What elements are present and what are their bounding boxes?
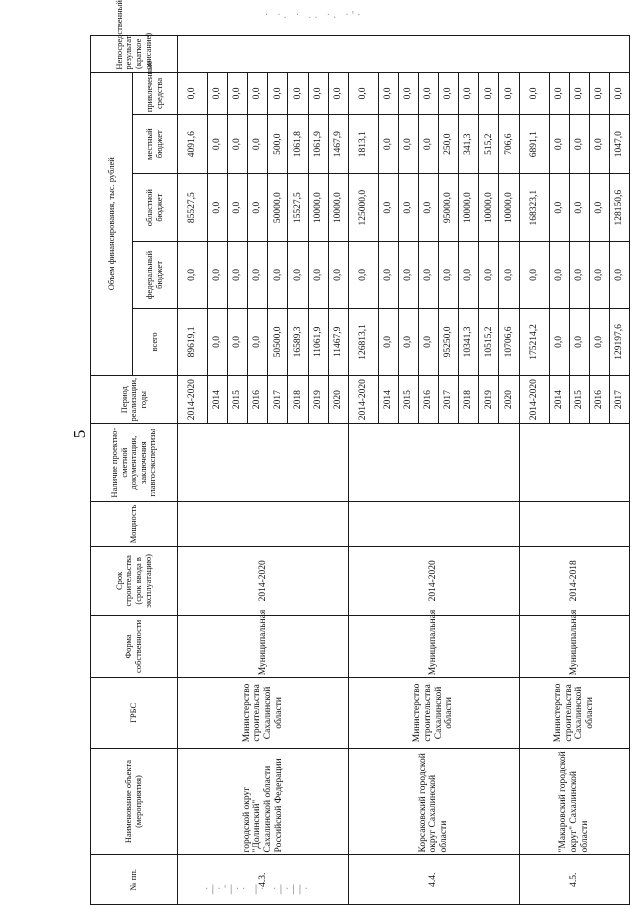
header-local: местный бюджет — [133, 115, 178, 174]
psd-cell — [519, 424, 629, 501]
private-cell: 0,0 — [418, 72, 438, 115]
local-cell: 1061,9 — [308, 115, 328, 174]
total-cell: 89619,1 — [178, 308, 208, 375]
local-cell: 0,0 — [248, 115, 268, 174]
financing-table — [90, 0, 630, 905]
period-cell: 2014 — [208, 375, 228, 424]
federal-cell: 0,0 — [499, 242, 519, 309]
regional-cell: 0,0 — [589, 174, 609, 242]
federal-cell: 0,0 — [178, 242, 208, 309]
header-term: Срок строительства (срок ввода в эксплуатацию) — [91, 547, 178, 616]
header-total: всего — [133, 308, 178, 375]
local-cell: 1047,0 — [609, 115, 629, 174]
regional-cell: 85527,5 — [178, 174, 208, 242]
private-cell: 0,0 — [589, 72, 609, 115]
term-cell: 2014-2020 — [178, 547, 349, 616]
header-grbs: ГРБС — [91, 678, 178, 748]
private-cell: 0,0 — [328, 72, 348, 115]
private-cell: 0,0 — [519, 72, 549, 115]
capacity-cell — [519, 501, 629, 546]
total-cell: 16589,3 — [288, 308, 308, 375]
object-number-cell: 4.5. — [519, 855, 629, 905]
page-number: 5 — [70, 429, 89, 439]
local-cell: 0,0 — [378, 115, 398, 174]
federal-cell: 0,0 — [589, 242, 609, 309]
ownership-cell: Муниципальная — [348, 615, 519, 678]
period-cell: 2017 — [268, 375, 288, 424]
period-cell: 2015 — [569, 375, 589, 424]
federal-cell: 0,0 — [569, 242, 589, 309]
regional-cell: 95000,0 — [439, 174, 459, 242]
private-cell: 0,0 — [479, 72, 499, 115]
federal-cell: 0,0 — [418, 242, 438, 309]
local-cell: 1467,9 — [328, 115, 348, 174]
total-cell: 0,0 — [569, 308, 589, 375]
psd-cell — [178, 424, 349, 501]
regional-cell: 128150,6 — [609, 174, 629, 242]
federal-cell: 0,0 — [479, 242, 499, 309]
federal-cell: 0,0 — [208, 242, 228, 309]
regional-cell: 0,0 — [378, 174, 398, 242]
federal-cell: 0,0 — [378, 242, 398, 309]
object-name-cell: Корсаковский городской округ Сахалинской области — [348, 748, 519, 855]
local-cell: 500,0 — [268, 115, 288, 174]
period-cell: 2018 — [459, 375, 479, 424]
federal-cell: 0,0 — [398, 242, 418, 309]
private-cell: 0,0 — [609, 72, 629, 115]
private-cell: 0,0 — [499, 72, 519, 115]
local-cell: 0,0 — [549, 115, 569, 174]
term-cell: 2014-2020 — [348, 547, 519, 616]
local-cell: 515,2 — [479, 115, 499, 174]
capacity-cell — [178, 501, 349, 546]
local-cell: 4091,6 — [178, 115, 208, 174]
period-cell: 2014-2020 — [348, 375, 378, 424]
federal-cell: 0,0 — [328, 242, 348, 309]
total-cell: 0,0 — [378, 308, 398, 375]
federal-cell: 0,0 — [519, 242, 549, 309]
object-name-cell: "Макаровский городской округ" Сахалинской области — [519, 748, 629, 855]
local-cell: 706,6 — [499, 115, 519, 174]
total-cell: 0,0 — [248, 308, 268, 375]
private-cell: 0,0 — [569, 72, 589, 115]
object-number-cell: 4.3. — [178, 855, 349, 905]
local-cell: 1813,1 — [348, 115, 378, 174]
local-cell: 0,0 — [228, 115, 248, 174]
regional-cell: 10000,0 — [499, 174, 519, 242]
header-federal: федеральный бюджет — [133, 242, 178, 309]
private-cell: 0,0 — [378, 72, 398, 115]
regional-cell: 50000,0 — [268, 174, 288, 242]
period-cell: 2014 — [378, 375, 398, 424]
period-cell: 2016 — [248, 375, 268, 424]
total-cell: 0,0 — [549, 308, 569, 375]
period-cell: 2020 — [499, 375, 519, 424]
local-cell: 0,0 — [418, 115, 438, 174]
regional-cell: 0,0 — [418, 174, 438, 242]
regional-cell: 10000,0 — [459, 174, 479, 242]
regional-cell: 0,0 — [228, 174, 248, 242]
header-financing: Объем финансирования, тыс. рублей — [91, 72, 133, 375]
local-cell: 341,3 — [459, 115, 479, 174]
header-psd: Наличие проектно-сметной документации, заключения главгосэкспертизы — [91, 424, 178, 501]
table-row — [519, 36, 549, 905]
local-cell: 0,0 — [398, 115, 418, 174]
scan-noise-top: · ·. · .. ·. ·'· — [265, 10, 364, 21]
total-cell: 10341,3 — [459, 308, 479, 375]
private-cell: 0,0 — [398, 72, 418, 115]
term-cell: 2014-2018 — [519, 547, 629, 616]
local-cell: 250,0 — [439, 115, 459, 174]
psd-cell — [348, 424, 519, 501]
total-cell: 0,0 — [589, 308, 609, 375]
private-cell: 0,0 — [348, 72, 378, 115]
capacity-cell — [348, 501, 519, 546]
rotated-table-wrapper — [90, 0, 630, 905]
header-private: привлеченные средства — [133, 72, 178, 115]
table-row — [348, 36, 378, 905]
private-cell: 0,0 — [248, 72, 268, 115]
period-cell: 2015 — [398, 375, 418, 424]
regional-cell: 10000,0 — [479, 174, 499, 242]
scan-noise-bottom: ·|·'|·· |· ·|·||· — [205, 884, 311, 895]
period-cell: 2020 — [328, 375, 348, 424]
federal-cell: 0,0 — [609, 242, 629, 309]
regional-cell: 0,0 — [208, 174, 228, 242]
total-cell: 95250,0 — [439, 308, 459, 375]
private-cell: 0,0 — [308, 72, 328, 115]
total-cell: 0,0 — [398, 308, 418, 375]
period-cell: 2016 — [418, 375, 438, 424]
local-cell: 0,0 — [208, 115, 228, 174]
private-cell: 0,0 — [459, 72, 479, 115]
header-name: Наименование объекта (мероприятия) — [91, 748, 178, 855]
regional-cell: 10000,0 — [308, 174, 328, 242]
total-cell: 129197,6 — [609, 308, 629, 375]
table-body — [91, 0, 630, 905]
object-number-cell: 4.4. — [348, 855, 519, 905]
period-cell: 2018 — [288, 375, 308, 424]
federal-cell: 0,0 — [308, 242, 328, 309]
grbs-cell: Министерство строительства Сахалинской области — [348, 678, 519, 748]
total-cell: 11061,9 — [308, 308, 328, 375]
total-cell: 0,0 — [228, 308, 248, 375]
header-row-top — [91, 36, 133, 905]
federal-cell: 0,0 — [268, 242, 288, 309]
total-cell: 126813,1 — [348, 308, 378, 375]
federal-cell: 0,0 — [348, 242, 378, 309]
federal-cell: 0,0 — [549, 242, 569, 309]
private-cell: 0,0 — [178, 72, 208, 115]
regional-cell: 125000,0 — [348, 174, 378, 242]
federal-cell: 0,0 — [288, 242, 308, 309]
total-cell: 0,0 — [418, 308, 438, 375]
federal-cell: 0,0 — [248, 242, 268, 309]
table-row — [178, 36, 208, 905]
period-cell: 2015 — [228, 375, 248, 424]
period-cell: 2019 — [479, 375, 499, 424]
object-name-cell: городской округ "Долинский" Сахалинской области Российской Федерации — [178, 748, 349, 855]
regional-cell: 0,0 — [398, 174, 418, 242]
grbs-cell: Министерство строительства Сахалинской области — [519, 678, 629, 748]
period-cell: 2014 — [549, 375, 569, 424]
local-cell: 1061,8 — [288, 115, 308, 174]
total-cell: 0,0 — [208, 308, 228, 375]
header-ownership: Форма собственности — [91, 615, 178, 678]
regional-cell: 10000,0 — [328, 174, 348, 242]
local-cell: 6891,1 — [519, 115, 549, 174]
header-period: Период реализации, годы — [91, 375, 178, 424]
federal-cell: 0,0 — [439, 242, 459, 309]
private-cell: 0,0 — [439, 72, 459, 115]
regional-cell: 0,0 — [248, 174, 268, 242]
federal-cell: 0,0 — [459, 242, 479, 309]
total-cell: 10515,2 — [479, 308, 499, 375]
private-cell: 0,0 — [228, 72, 248, 115]
period-cell: 2014-2020 — [178, 375, 208, 424]
regional-cell: 15527,5 — [288, 174, 308, 242]
header-capacity: Мощность — [91, 501, 178, 546]
header-regional: областной бюджет — [133, 174, 178, 242]
regional-cell: 168323,1 — [519, 174, 549, 242]
period-cell: 2019 — [308, 375, 328, 424]
period-cell: 2017 — [609, 375, 629, 424]
ownership-cell: Муниципальная — [178, 615, 349, 678]
header-result: Непосредственный результат (краткое описание) — [91, 36, 178, 73]
federal-cell: 0,0 — [228, 242, 248, 309]
result-cell — [178, 36, 630, 73]
total-cell: 50500,0 — [268, 308, 288, 375]
period-cell: 2014-2020 — [519, 375, 549, 424]
period-cell: 2016 — [589, 375, 609, 424]
period-cell: 2017 — [439, 375, 459, 424]
regional-cell: 0,0 — [549, 174, 569, 242]
total-cell: 175214,2 — [519, 308, 549, 375]
total-cell: 11467,9 — [328, 308, 348, 375]
local-cell: 0,0 — [569, 115, 589, 174]
ownership-cell: Муниципальная — [519, 615, 629, 678]
local-cell: 0,0 — [589, 115, 609, 174]
header-num: № пп. — [91, 855, 178, 905]
grbs-cell: Министерство строительства Сахалинской области — [178, 678, 349, 748]
total-cell: 10706,6 — [499, 308, 519, 375]
private-cell: 0,0 — [549, 72, 569, 115]
private-cell: 0,0 — [268, 72, 288, 115]
regional-cell: 0,0 — [569, 174, 589, 242]
private-cell: 0,0 — [288, 72, 308, 115]
private-cell: 0,0 — [208, 72, 228, 115]
